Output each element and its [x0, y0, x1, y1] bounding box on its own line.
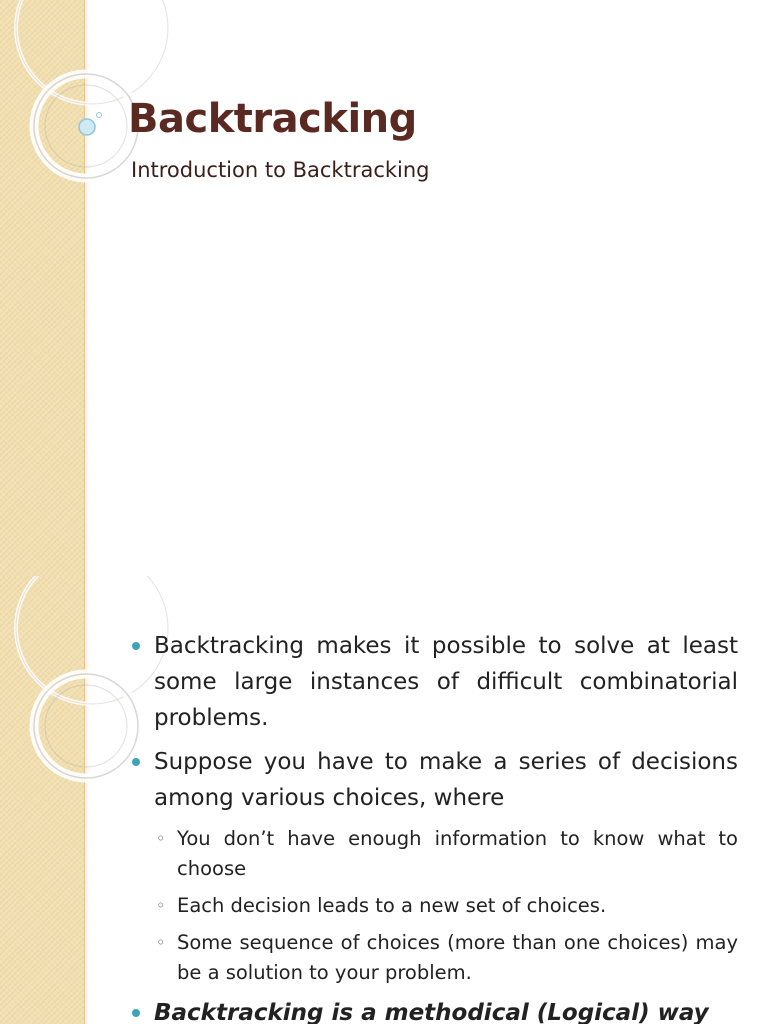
bullet-item: Suppose you have to make a series of decisions among various choices, where [130, 744, 738, 816]
content-slide [0, 576, 768, 1024]
sub-bullet-item: ◦ Each decision leads to a new set of choices. [130, 891, 738, 921]
sub-bullet-list [130, 824, 738, 988]
slide-title: Backtracking [128, 96, 417, 142]
sub-bullet-item: ◦ Some sequence of choices (more than one choices) may be a solution to your problem. [130, 928, 738, 988]
bullet-list [130, 628, 738, 1024]
slide-subtitle: Introduction to Backtracking [131, 158, 430, 182]
bullet-item: Backtracking makes it possible to solve at least some large instances of difficult combinatorial problems. [130, 628, 738, 736]
bullet-item: Backtracking is a methodical (Logical) way [130, 995, 738, 1024]
sub-bullet-item: ◦ You don’t have enough information to know what to choose [130, 824, 738, 884]
